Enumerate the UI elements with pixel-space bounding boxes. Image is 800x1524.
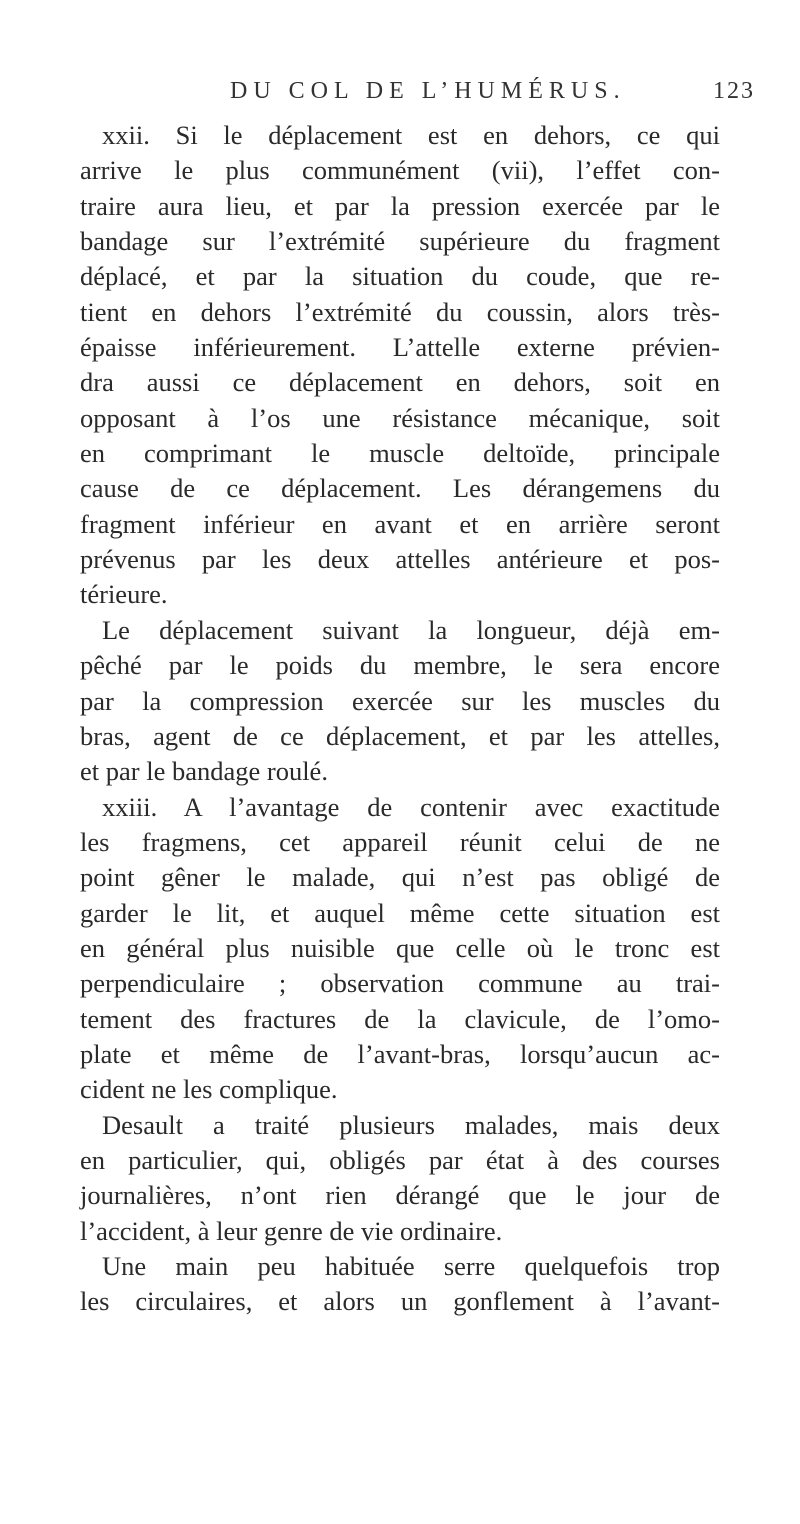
text-line: plate et même de l’avant-bras, lorsqu’aucun ac- <box>80 1038 720 1069</box>
text-line: térieure. <box>80 579 168 610</box>
text-line: point gêner le malade, qui n’est pas obligé de <box>80 862 720 893</box>
text-line: épaisse inférieurement. L’attelle externe prévien- <box>80 332 720 363</box>
text-line: cause de ce déplacement. Les dérangemens du <box>80 473 720 504</box>
text-line: bras, agent de ce déplacement, et par les attelles, <box>80 720 720 751</box>
text-line: opposant à l’os une résistance mécanique, soit <box>80 402 720 433</box>
text-line: fragment inférieur en avant et en arrière seront <box>80 508 720 539</box>
paragraph-2 <box>80 613 720 790</box>
text-line: perpendiculaire ; observation commune au trai- <box>80 968 720 999</box>
text-line: arrive le plus communément (vii), l’effet con- <box>80 155 720 186</box>
paragraph-5 <box>80 1249 720 1320</box>
text-line: Le déplacement suivant la longueur, déjà em- <box>102 614 720 645</box>
text-line: et par le bandage roulé. <box>80 756 328 787</box>
text-line: tient en dehors l’extrémité du coussin, alors très- <box>80 296 720 327</box>
text-line: en général plus nuisible que celle où le tronc est <box>80 932 720 963</box>
text-line: en comprimant le muscle deltoïde, principale <box>80 438 720 469</box>
text-line: par la compression exercée sur les muscles du <box>80 685 720 716</box>
text-line: xxii. Si le déplacement est en dehors, ce qui <box>102 120 720 150</box>
text-line: garder le lit, et auquel même cette situation est <box>80 897 720 928</box>
text-line: traire aura lieu, et par la pression exercée par le <box>80 190 720 221</box>
text-line: en particulier, qui, obligés par état à des courses <box>80 1144 720 1175</box>
text-line: Desault a traité plusieurs malades, mais deux <box>102 1109 720 1140</box>
running-head <box>0 78 800 114</box>
body-text <box>80 118 720 1320</box>
text-line: les fragmens, cet appareil réunit celui de ne <box>80 826 720 857</box>
running-title: DU COL DE L’HUMÉRUS. <box>230 78 626 104</box>
text-line: pêché par le poids du membre, le sera encore <box>80 650 720 681</box>
page-number: 123 <box>713 78 755 104</box>
text-line: dra aussi ce déplacement en dehors, soit en <box>80 367 720 398</box>
text-line: l’accident, à leur genre de vie ordinaire. <box>80 1215 503 1246</box>
paragraph-4 <box>80 1108 720 1249</box>
paragraph-3 <box>80 790 720 1108</box>
paragraph-1 <box>80 118 720 613</box>
text-line: Une main peu habituée serre quelquefois trop <box>102 1251 720 1281</box>
text-line: les circulaires, et alors un gonflement à l’avant- <box>80 1286 720 1317</box>
text-line: déplacé, et par la situation du coude, que re- <box>80 261 720 292</box>
text-line: prévenus par les deux attelles antérieure et pos- <box>80 544 720 575</box>
text-line: journalières, n’ont rien dérangé que le jour de <box>80 1180 720 1211</box>
text-line: tement des fractures de la clavicule, de l’omo- <box>80 1003 720 1034</box>
text-line: cident ne les complique. <box>80 1074 338 1105</box>
text-line: bandage sur l’extrémité supérieure du fragment <box>80 226 720 257</box>
text-line: xxiii. A l’avantage de contenir avec exactitude <box>102 791 720 822</box>
